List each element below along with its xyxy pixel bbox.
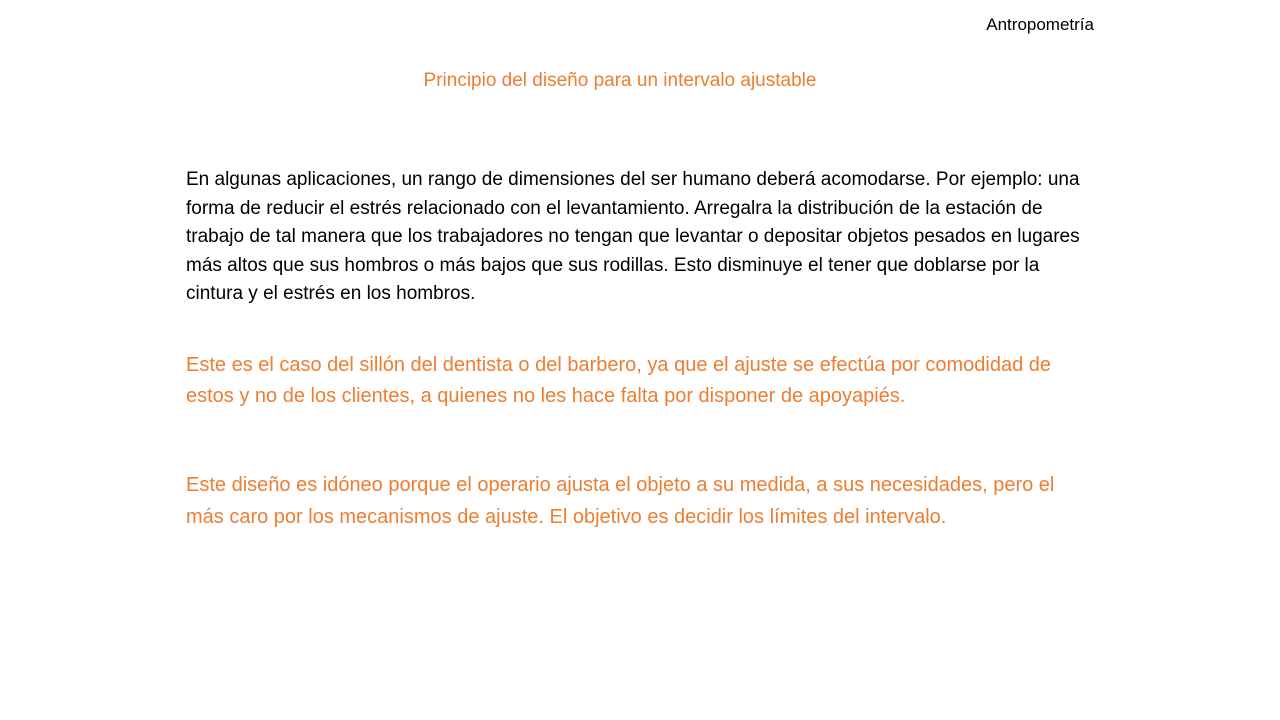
- example-paragraph: Este es el caso del sillón del dentista o del barbero, ya que el ajuste se efectúa por comodidad de estos y no de los clientes, a quienes no les hace falta por disponer de apoyapiés.: [186, 354, 1051, 407]
- intro-paragraph: En algunas aplicaciones, un rango de dimensiones del ser humano deberá acomodarse. Por ejemplo: una forma de reducir el estrés relacionado con el levantamiento. Arregalra la distribución de la estación de trabajo de tal manera que los trabajadores no tengan que levantar o depositar objetos pesados en lugares más altos que sus hombros o más bajos que sus rodillas. Esto disminuye el tener que doblarse por la cintura y el estrés en los hombros.: [186, 169, 1080, 305]
- header-label: Antropometría: [986, 15, 1094, 34]
- slide-title: Principio del diseño para un intervalo ajustable: [423, 70, 817, 91]
- conclusion-paragraph: Este diseño es idóneo porque el operario ajusta el objeto a su medida, a sus necesidades, pero el más caro por los mecanismos de ajuste. El objetivo es decidir los límites del intervalo.: [186, 474, 1055, 528]
